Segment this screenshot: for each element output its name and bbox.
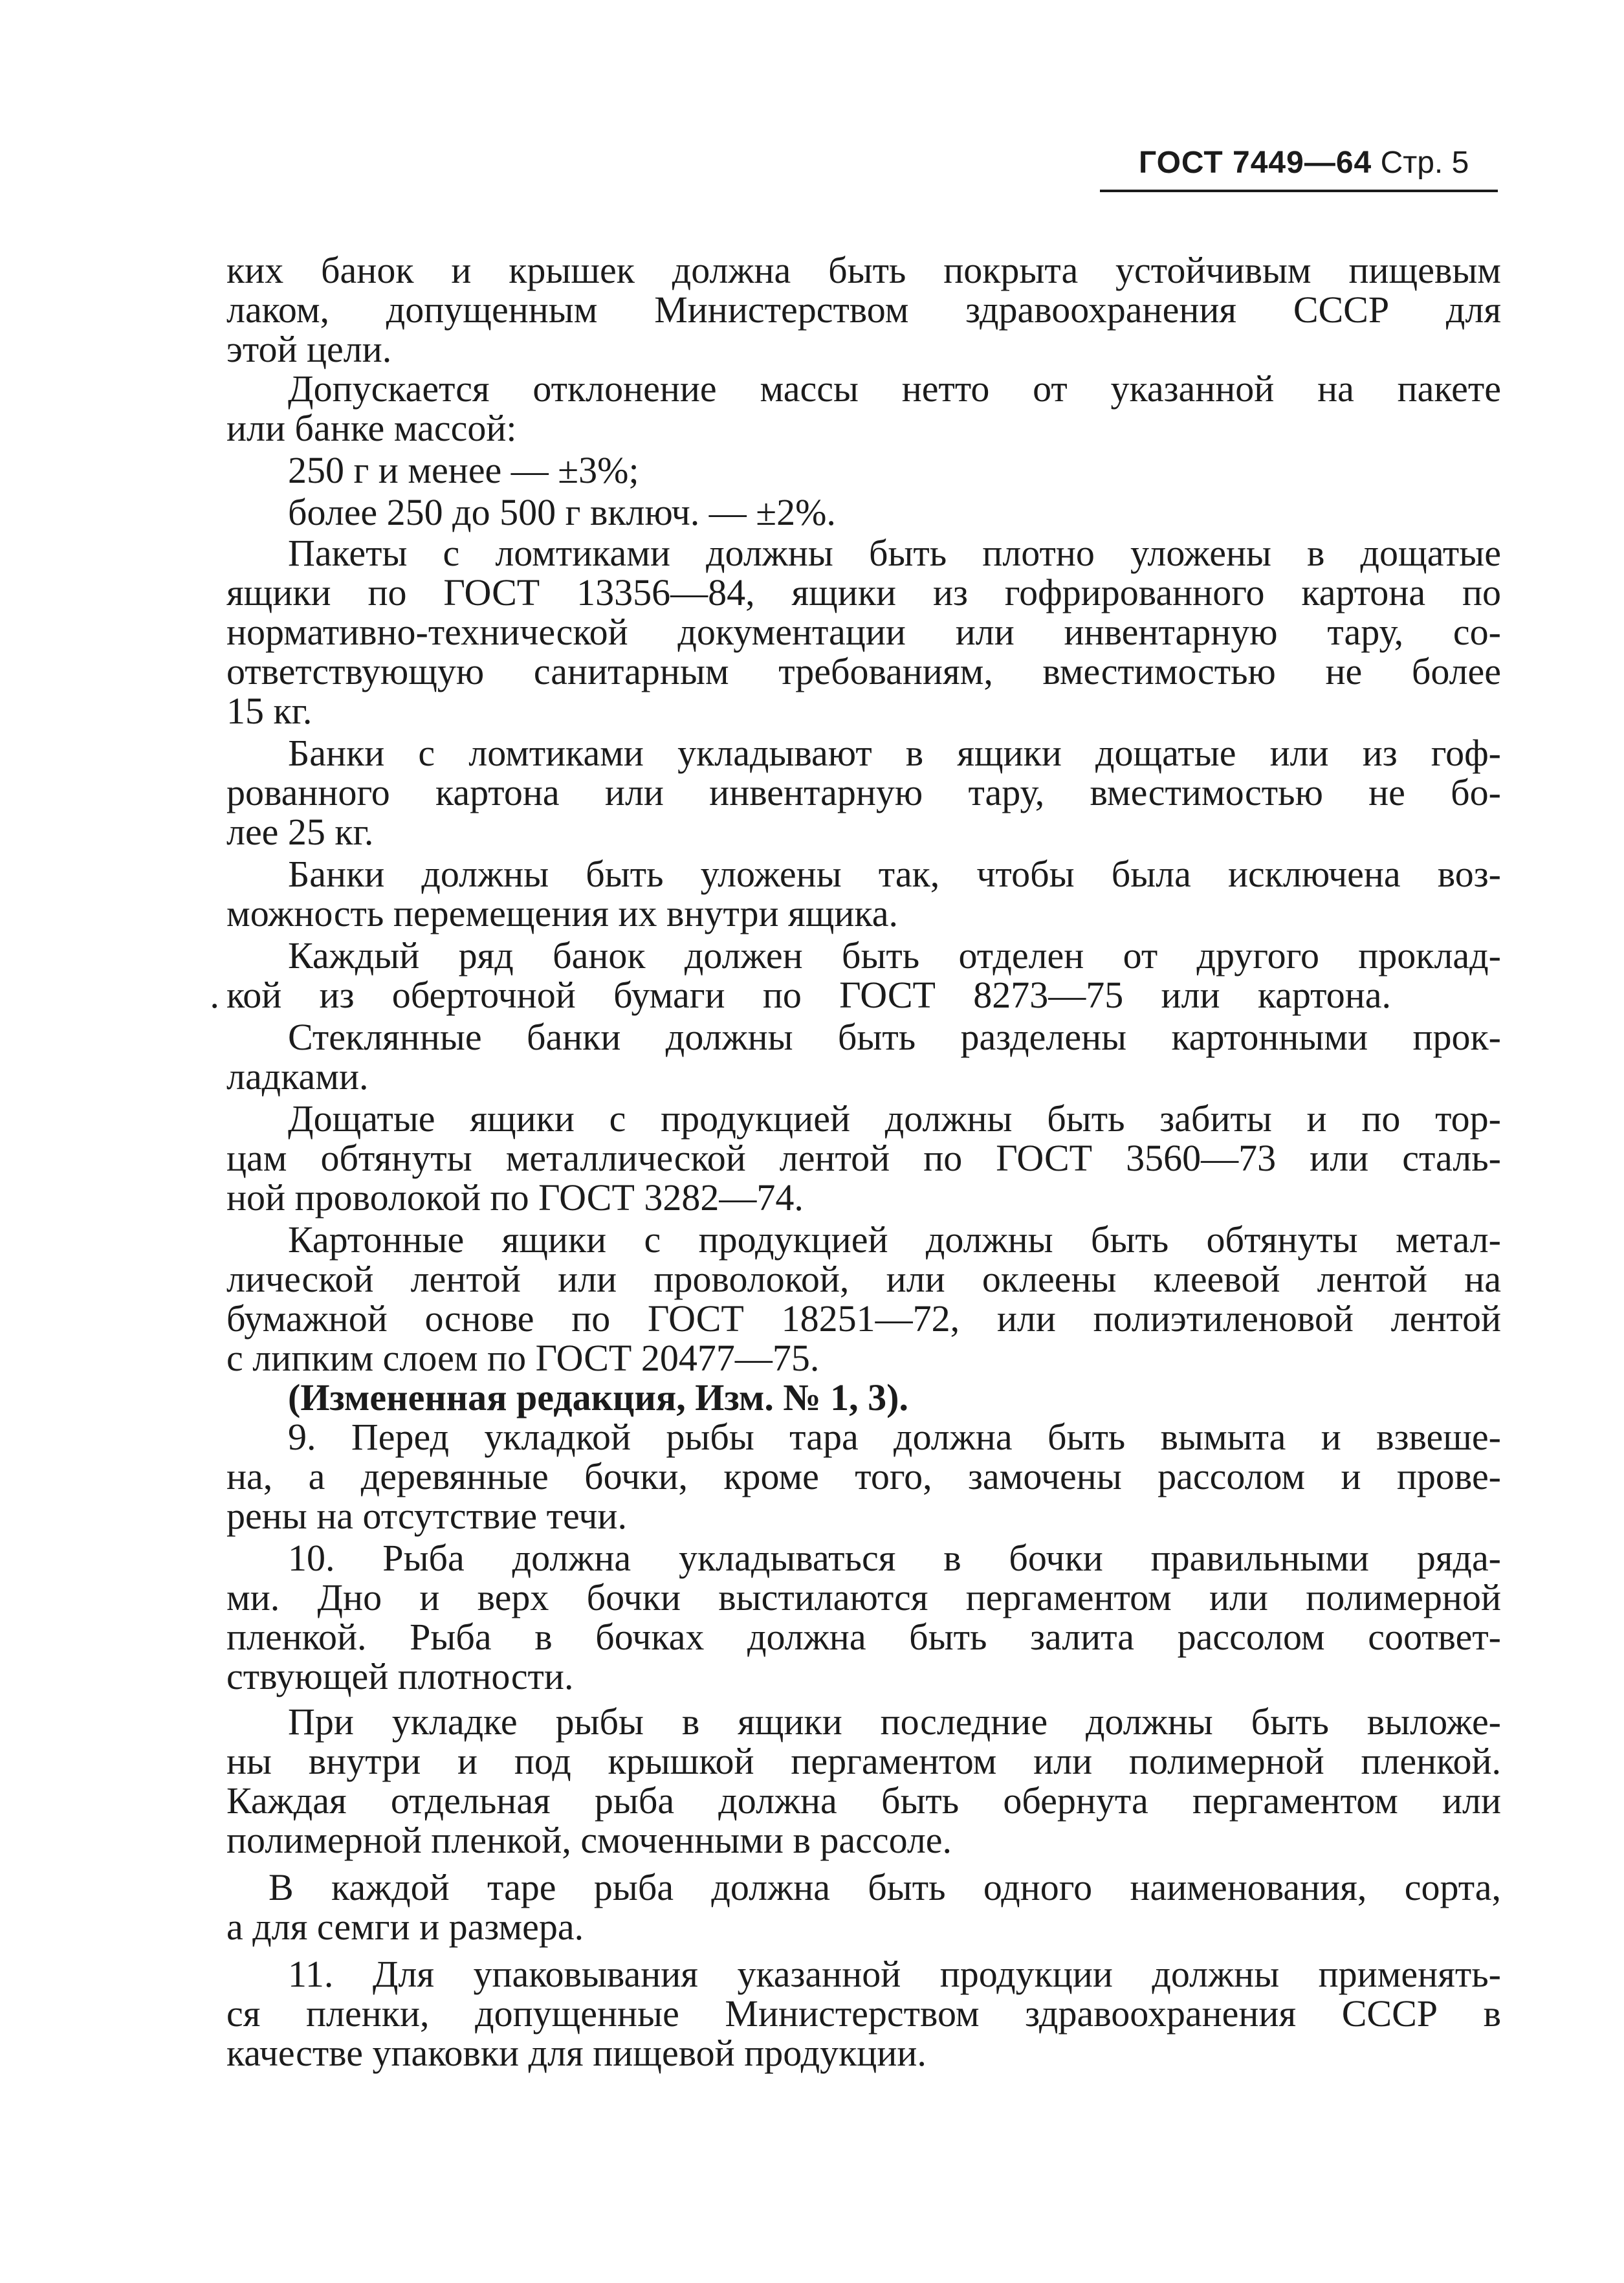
text-line: ной проволокой по ГОСТ 3282—74. [226,1176,804,1219]
text-line: В каждой таре рыба должна быть одного наименования, сорта, [269,1866,1501,1908]
header-rule [1100,190,1498,192]
text-line: бумажной основе по ГОСТ 18251—72, или полиэтиленовой лентой [226,1297,1501,1340]
text-line: лаком, допущенным Министерством здравоохранения СССР для [226,289,1501,331]
text-line: ны внутри и под крышкой пергаментом или полимерной пленкой. [226,1740,1501,1782]
standard-number: ГОСТ 7449—64 [1139,146,1372,180]
page-header [1139,144,1501,182]
text-line: с липким слоем по ГОСТ 20477—75. [226,1337,820,1379]
text-line: на, а деревянные бочки, кроме того, замочены рассолом и прове- [226,1455,1501,1497]
text-line: кой из оберточной бумаги по ГОСТ 8273—75 или картона. [226,974,1391,1016]
amendment-note: (Измененная редакция, Изм. № 1, 3). [288,1376,908,1418]
text-line: Банки с ломтиками укладывают в ящики дощатые или из гоф- [288,732,1501,774]
margin-mark: · [208,985,221,1027]
text-line: ми. Дно и верх бочки выстилаются пергаментом или полимерной [226,1576,1501,1618]
text-line: Пакеты с ломтиками должны быть плотно уложены в дощатые [288,532,1501,574]
text-line: более 250 до 500 г включ. — ±2%. [288,491,836,533]
text-line: можность перемещения их внутри ящика. [226,892,898,934]
text-line: ствующей плотности. [226,1655,574,1697]
text-line: а для семги и размера. [226,1906,584,1948]
page-number: Стр. 5 [1380,146,1469,180]
text-line: Дощатые ящики с продукцией должны быть забиты и по тор- [288,1097,1501,1140]
text-line: Банки должны быть уложены так, чтобы была исключена воз- [288,853,1501,895]
text-line: нормативно-технической документации или инвентарную тару, со- [226,611,1501,653]
text-line: ладками. [226,1055,369,1097]
text-line: рованного картона или инвентарную тару, вместимостью не бо- [226,771,1501,813]
text-line: При укладке рыбы в ящики последние должны быть выложе- [288,1701,1501,1743]
text-line: Каждая отдельная рыба должна быть обернута пергаментом или [226,1780,1501,1822]
text-line: 15 кг. [226,690,313,732]
text-line: Каждый ряд банок должен быть отделен от другого проклад- [288,934,1501,976]
text-line: 11. Для упаковывания указанной продукции должны применять- [288,1953,1501,1995]
text-line: лее 25 кг. [226,811,374,853]
text-line: Картонные ящики с продукцией должны быть обтянуты метал- [288,1219,1501,1261]
text-line: ких банок и крышек должна быть покрыта устойчивым пищевым [226,249,1501,291]
text-line: 9. Перед укладкой рыбы тара должна быть вымыта и взвеше- [288,1416,1501,1458]
text-line: или банке массой: [226,407,517,449]
text-line: цам обтянуты металлической лентой по ГОСТ 3560—73 или сталь- [226,1137,1501,1179]
text-line: пленкой. Рыба в бочках должна быть залита рассолом соответ- [226,1616,1501,1658]
text-line: 10. Рыба должна укладываться в бочки правильными рядa- [288,1537,1501,1579]
text-line: Допускается отклонение массы нетто от указанной на пакете [288,368,1501,410]
text-line: ящики по ГОСТ 13356—84, ящики из гофрированного картона по [226,571,1501,613]
text-line: ся пленки, допущенные Министерством здравоохранения СССР в [226,1992,1501,2035]
text-line: качестве упаковки для пищевой продукции. [226,2032,927,2074]
text-line: рены на отсутствие течи. [226,1495,627,1537]
text-line: полимерной пленкой, смоченными в рассоле. [226,1819,952,1861]
text-line: ответствующую санитарным требованиям, вместимостью не более [226,650,1501,692]
text-line: Стеклянные банки должны быть разделены картонными прок- [288,1016,1501,1058]
text-line: этой цели. [226,328,392,370]
text-line: лической лентой или проволокой, или оклеены клеевой лентой на [226,1258,1501,1300]
text-line: 250 г и менее — ±3%; [288,449,639,491]
